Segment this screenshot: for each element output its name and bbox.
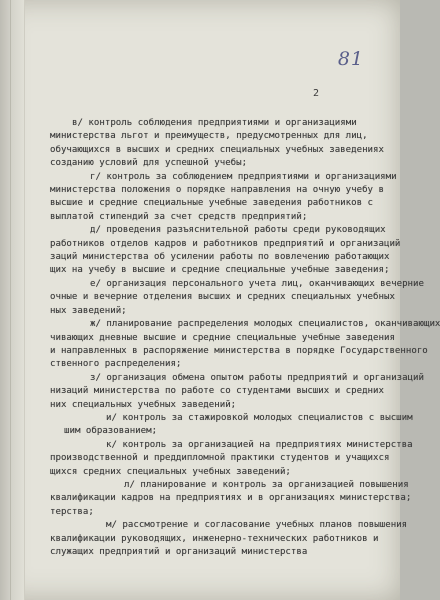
text-line: заций министерства об усилении работы по вовлечению работающих bbox=[50, 252, 390, 263]
text-line: квалификации кадров на предприятиях и в организациях министерства; bbox=[50, 493, 412, 504]
text-line: к/ контроль за организацией на предприятиях министерства bbox=[106, 439, 413, 450]
text-line: высшие и средние специальные учебные заведения работников с bbox=[50, 198, 374, 209]
text-line: л/ планирование и контроль за организацией повышения bbox=[124, 479, 409, 490]
text-line: д/ проведения разъяснительной работы среди руководящих bbox=[90, 225, 386, 236]
text-line: квалификации руководящих, инженерно-технических работников и bbox=[50, 533, 379, 544]
text-line: е/ организация персонального учета лиц, оканчивающих вечерние bbox=[90, 278, 424, 289]
text-line: них специальных учебных заведений; bbox=[50, 399, 237, 410]
text-line: служащих предприятий и организаций министерства bbox=[50, 547, 308, 557]
page-number: 2 bbox=[313, 88, 320, 99]
text-line: шим образованием; bbox=[64, 426, 158, 437]
text-line: в/ контроль соблюдения предприятиями и организациями bbox=[72, 118, 357, 128]
text-line: выплатой стипендий за счет средств предприятий; bbox=[50, 211, 308, 222]
text-line: г/ контроль за соблюдением предприятиями и организациями bbox=[90, 171, 397, 182]
text-line: и направленных в распоряжение министерства в порядке Государственного bbox=[50, 345, 428, 356]
text-line: з/ организация обмена опытом работы предприятий и организаций bbox=[90, 372, 424, 383]
text-line: ственного распределения; bbox=[50, 359, 182, 370]
document-body bbox=[50, 117, 440, 572]
handwritten-folio-number: 81 bbox=[337, 48, 364, 70]
text-line: очные и вечерние отделения высших и средних специальных учебных bbox=[50, 292, 395, 303]
text-line: созданию условий для успешной учебы; bbox=[50, 158, 248, 169]
text-line: ных заведений; bbox=[50, 305, 127, 316]
text-line: щих на учебу в высшие и средние специальные учебные заведения; bbox=[50, 265, 390, 276]
text-line: работников отделов кадров и работников предприятий и организаций bbox=[50, 238, 401, 249]
text-line: чивающих дневные высшие и средние специальные учебные заведения bbox=[50, 332, 395, 343]
text-line: щихся средних специальных учебных заведений; bbox=[50, 466, 291, 477]
text-line: низаций министерства по работе со студентами высших и средних bbox=[50, 386, 384, 397]
text-line: ж/ планирование распределения молодых специалистов, оканчивающих bbox=[90, 319, 440, 330]
text-line: и/ контроль за стажировкой молодых специалистов с высшим bbox=[106, 412, 413, 423]
text-line: министерства льгот и преимуществ, предусмотренных для лиц, bbox=[50, 131, 368, 142]
text-line: м/ рассмотрение и согласование учебных планов повышения bbox=[106, 520, 408, 531]
text-line: обучающихся в высших и средних специальных учебных заведениях bbox=[50, 144, 384, 155]
page-binding-strip bbox=[0, 0, 25, 600]
text-line: министерства положения о порядке направления на очную учебу в bbox=[50, 185, 384, 196]
text-line: производственной и преддипломной практики студентов и учащихся bbox=[50, 453, 390, 464]
text-line: терства; bbox=[50, 506, 94, 517]
